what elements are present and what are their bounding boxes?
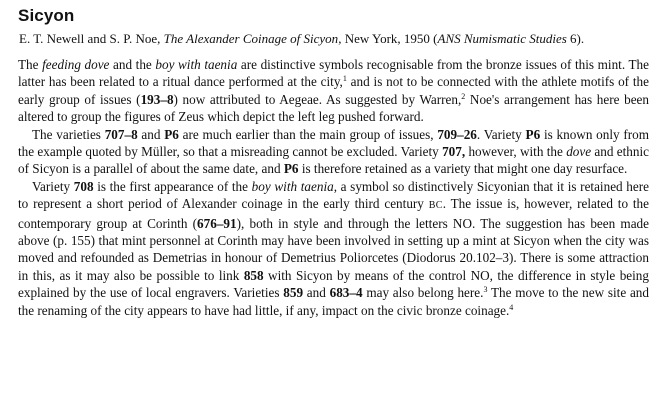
catalogue-range: 683–4: [329, 285, 363, 301]
catalogue-number: P6: [525, 126, 541, 142]
text: The move to the new site and the renaming of the city appears to have had little, if any, impact on the civic bronze coinage.: [18, 285, 649, 318]
term-boy-with-taenia: boy with taenia: [155, 57, 238, 72]
paragraph-1: [18, 56, 649, 126]
text: . Variety: [476, 126, 526, 142]
footnote-marker-1[interactable]: 1: [342, 74, 347, 84]
paragraph-3: [18, 178, 649, 319]
text: and ethnic of Sicyon is a parallel of about the same date, and: [18, 144, 650, 177]
catalogue-number: P6: [283, 161, 299, 177]
text: with Sicyon by means of the control NO, the difference in style being explained by the use of local engravers. Varieties: [18, 267, 649, 301]
reference-place-year: , New York, 1950 (: [338, 31, 438, 46]
text: and the: [109, 57, 156, 72]
term-feeding-dove: feeding dove: [42, 57, 110, 72]
text: are much earlier than the main group of issues,: [178, 126, 438, 142]
footnote-marker-2[interactable]: 2: [461, 91, 466, 101]
paragraph-2: [18, 126, 649, 178]
era-abbreviation: BC: [428, 200, 443, 212]
reference-authors: E. T. Newell and S. P. Noe,: [19, 31, 164, 46]
catalogue-number: 859: [283, 285, 304, 301]
text: , a symbol so distinctively Sicyonian that it is retained here to represent a short period of Alexander coinage in the early third century: [18, 178, 649, 212]
text: are distinctive symbols recognisable from the bronze issues of this mint. The latter has been related to a ritual dance performed at the city,: [18, 57, 649, 90]
reference-series-number: 6).: [566, 31, 585, 46]
text: ) now attributed to Aegeae. As suggested by Warren,: [173, 91, 462, 107]
text: Noe's arrangement has here been altered to group the figures of Zeus which depict the left leg pushed forward.: [18, 91, 650, 125]
catalogue-number: 707,: [442, 144, 466, 160]
text: and is not to be connected with the athlete motifs of the early group of issues (: [18, 74, 649, 107]
footnote-marker-3[interactable]: 3: [483, 285, 488, 295]
catalogue-number: 858: [243, 267, 264, 283]
bibliographic-reference: [18, 31, 649, 47]
text: . The issue is, however, related to the contemporary group at Corinth (: [18, 196, 650, 231]
reference-series: ANS Numismatic Studies: [437, 31, 567, 46]
text: may also belong here.: [362, 285, 484, 301]
catalogue-number: 709–26: [437, 126, 477, 142]
section-heading: Sicyon: [18, 6, 75, 25]
catalogue-range: 193–8: [140, 91, 174, 107]
text: The varieties: [32, 126, 105, 142]
text: is therefore retained as a variety that might one day resurface.: [298, 161, 628, 177]
text: The: [18, 57, 43, 72]
catalogue-number: 707–8: [104, 126, 138, 142]
footnote-marker-4[interactable]: 4: [509, 302, 514, 312]
catalogue-number: 708: [73, 178, 94, 194]
text: however, with the: [465, 144, 567, 160]
text: is the first appearance of the: [93, 178, 252, 194]
reference-title: The Alexander Coinage of Sicyon: [163, 31, 339, 46]
term-dove: dove: [566, 144, 592, 160]
catalogue-range: 676–91: [197, 215, 237, 231]
term-boy-with-taenia: boy with taenia: [251, 178, 334, 194]
text: is known only from the example quoted by Müller, so that a misreading cannot be excluded. Variety: [18, 126, 650, 160]
text: ), both in style and through the letters NO. The suggestion has been made above (p. 155) that mint personnel at Corinth may have been involved in setting up a mint at Sicyon when the city was moved and refounded as Demetrias in honour of Demetrius Poliorcetes (Diodorus 20.102–3). There is some attraction in this, as it may also be possible to link: [18, 215, 649, 283]
text: Variety: [32, 178, 74, 194]
catalogue-number: P6: [164, 126, 179, 142]
text: and: [303, 285, 330, 301]
text: and: [137, 126, 165, 142]
